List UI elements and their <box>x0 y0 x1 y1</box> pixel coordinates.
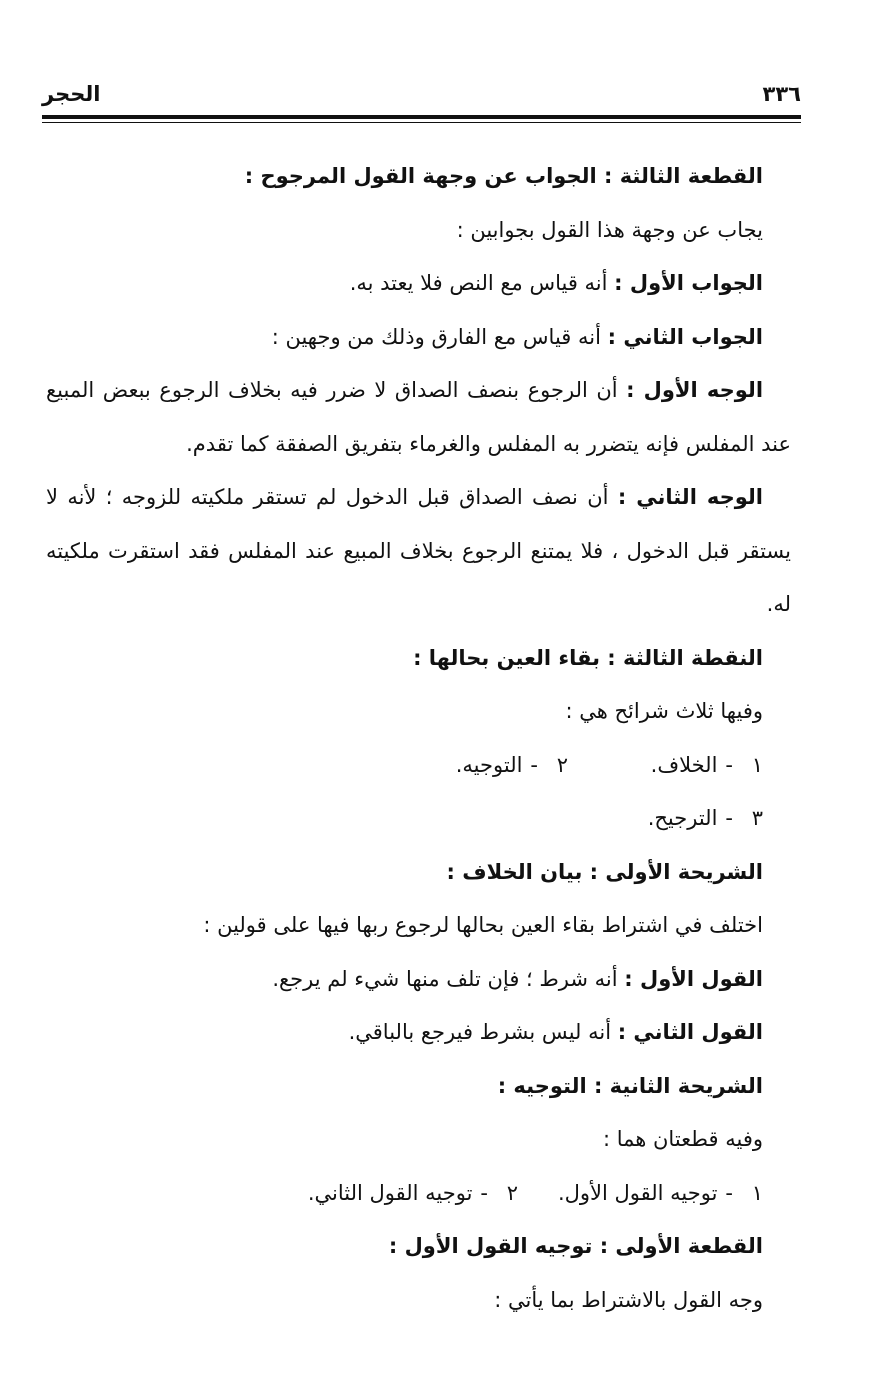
heading-third-point <box>46 632 763 686</box>
heading-text: النقطة الثالثة : بقاء العين بحالها : <box>413 645 763 670</box>
term-label: الوجه الأول : <box>626 378 764 402</box>
list-dash: - <box>480 1180 488 1205</box>
paragraph: وفيه قطعتان هما : <box>602 1127 763 1151</box>
list-dash: - <box>530 752 538 777</box>
list-item <box>568 792 763 846</box>
paragraph: وفيها ثلاث شرائح هي : <box>565 699 763 723</box>
list-item <box>568 739 763 793</box>
paragraph: يجاب عن وجهة هذا القول بجوابين : <box>456 217 763 242</box>
list-item <box>518 1167 763 1221</box>
heading-first-piece <box>46 1220 763 1274</box>
list-text: التوجيه. <box>455 752 523 777</box>
list-number: ١ <box>751 752 763 777</box>
term-label: الجواب الأول : <box>614 271 763 295</box>
paragraph <box>46 364 791 471</box>
list-text: الترجيح. <box>647 806 718 830</box>
list-text: توجيه القول الأول. <box>557 1180 718 1205</box>
numbered-list-row <box>46 739 763 793</box>
list-number: ١ <box>751 1180 763 1205</box>
list-number: ٢ <box>506 1180 518 1205</box>
term-text: أن نصف الصداق قبل الدخول لم تستقر ملكيته للزوجه ؛ لأنه لا يستقر قبل الدخول ، فلا يمتنع الرجوع بخلاف المبيع عند المفلس فقد استقرت ملكيته له. <box>46 485 791 616</box>
list-number: ٢ <box>556 752 568 777</box>
paragraph <box>46 953 763 1007</box>
header-rule-thin <box>42 122 801 123</box>
term-text: أنه قياس مع النص فلا يعتد به. <box>349 271 615 295</box>
term-label: الوجه الثاني : <box>617 485 764 509</box>
list-dash: - <box>725 806 733 830</box>
heading-second-strip <box>46 1060 763 1114</box>
heading-third-section <box>46 150 763 204</box>
heading-first-strip <box>46 846 763 900</box>
term-text: أنه شرط ؛ فإن تلف منها شيء لم يرجع. <box>272 966 625 991</box>
paragraph <box>46 1006 763 1060</box>
paragraph <box>46 257 763 311</box>
list-dash: - <box>725 1180 733 1205</box>
term-text: أنه ليس بشرط فيرجع بالباقي. <box>348 1020 618 1044</box>
page-body <box>46 150 791 1327</box>
list-dash: - <box>725 752 733 777</box>
numbered-list-row <box>46 792 763 846</box>
heading-text: الشريحة الثانية : التوجيه : <box>497 1073 763 1098</box>
term-label: القول الثاني : <box>617 1020 763 1044</box>
paragraph: اختلف في اشتراط بقاء العين بحالها لرجوع ربها فيها على قولين : <box>203 913 763 937</box>
running-title: الحجر <box>42 82 101 106</box>
list-item <box>278 1167 518 1221</box>
list-text: الخلاف. <box>650 752 718 777</box>
term-label: الجواب الثاني : <box>607 324 763 349</box>
heading-text: الشريحة الأولى : بيان الخلاف : <box>446 859 763 884</box>
numbered-list-row <box>46 1167 763 1221</box>
paragraph <box>46 471 791 632</box>
list-text: توجيه القول الثاني. <box>307 1180 473 1205</box>
term-label: القول الأول : <box>624 966 763 991</box>
paragraph <box>46 311 763 365</box>
list-number: ٣ <box>751 806 763 830</box>
paragraph: وجه القول بالاشتراط بما يأتي : <box>494 1287 763 1312</box>
page-number: ٣٣٦ <box>762 82 801 106</box>
term-text: أنه قياس مع الفارق وذلك من وجهين : <box>271 324 608 349</box>
page-header <box>42 78 801 112</box>
list-item <box>348 739 568 793</box>
term-text: أن الرجوع بنصف الصداق لا ضرر فيه بخلاف الرجوع ببعض المبيع عند المفلس فإنه يتضرر به المفلس والغرماء بتفريق الصفقة كما تقدم. <box>46 378 791 456</box>
heading-text: القطعة الأولى : توجيه القول الأول : <box>388 1234 763 1258</box>
header-rule-thick <box>42 115 801 119</box>
heading-text: القطعة الثالثة : الجواب عن وجهة القول المرجوح : <box>244 164 763 188</box>
